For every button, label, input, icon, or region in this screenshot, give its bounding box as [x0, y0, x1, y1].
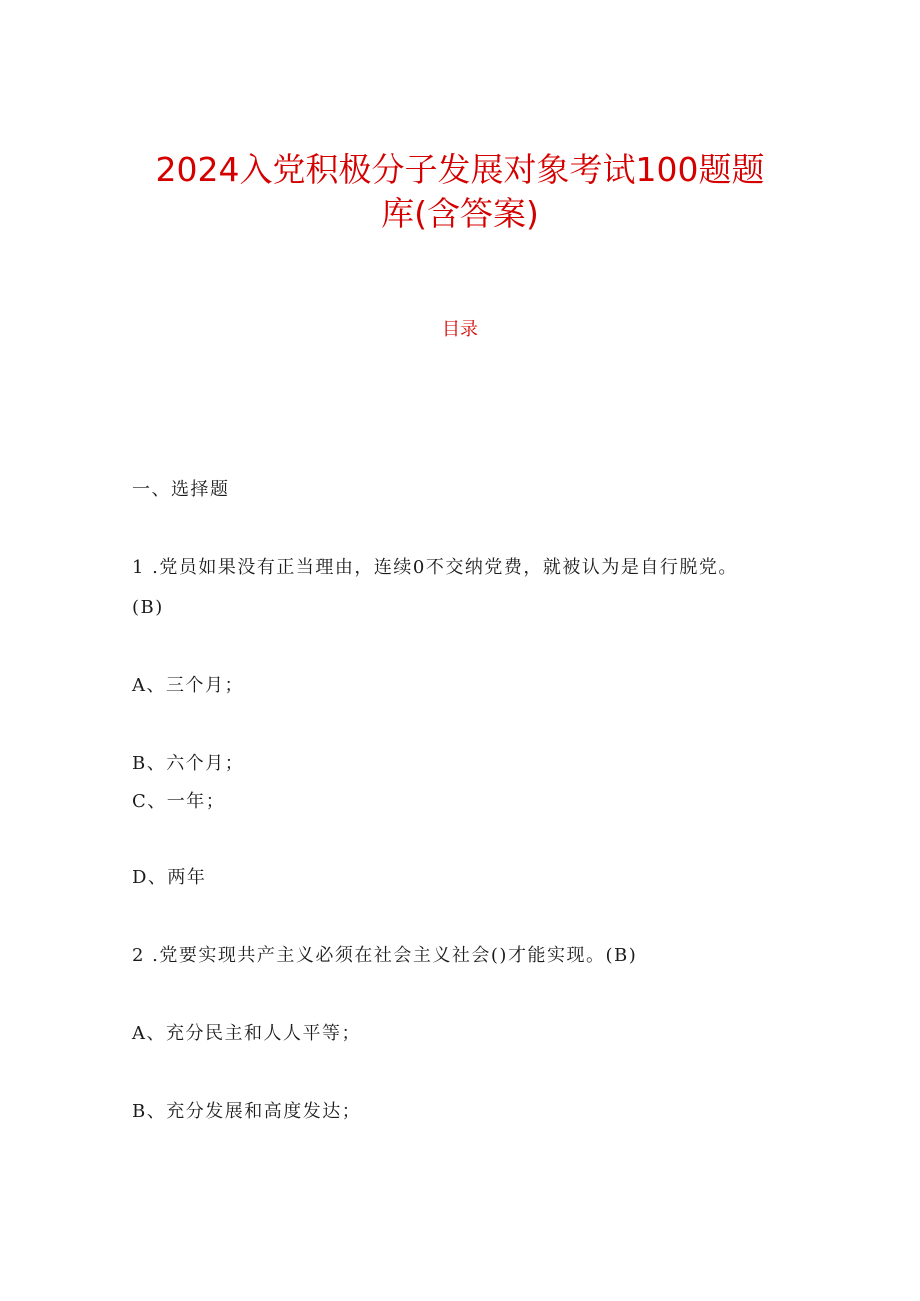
question-1-option-c: C、一年；	[132, 791, 226, 812]
question-2-option-b: B、充分发展和高度发达；	[132, 1101, 362, 1122]
table-of-contents-label: 目录	[442, 319, 478, 340]
question-2-stem: 2 .党要实现共产主义必须在社会主义社会()才能实现。(B)	[132, 945, 638, 966]
question-1-option-a: A、三个月；	[132, 675, 244, 696]
question-1-option-b: B、六个月；	[132, 753, 245, 774]
question-2-option-a: A、充分民主和人人平等；	[132, 1023, 361, 1044]
question-1-answer: (B)	[132, 597, 164, 618]
question-1-stem: 1 .党员如果没有正当理由，连续0不交纳党费，就被认为是自行脱党。	[132, 557, 738, 578]
document-title-line2: 库(含答案)	[381, 194, 539, 233]
section-heading: 一、选择题	[132, 479, 230, 500]
document-title-line1: 2024入党积极分子发展对象考试100题题	[155, 150, 765, 189]
question-1-option-d: D、两年	[132, 867, 207, 888]
